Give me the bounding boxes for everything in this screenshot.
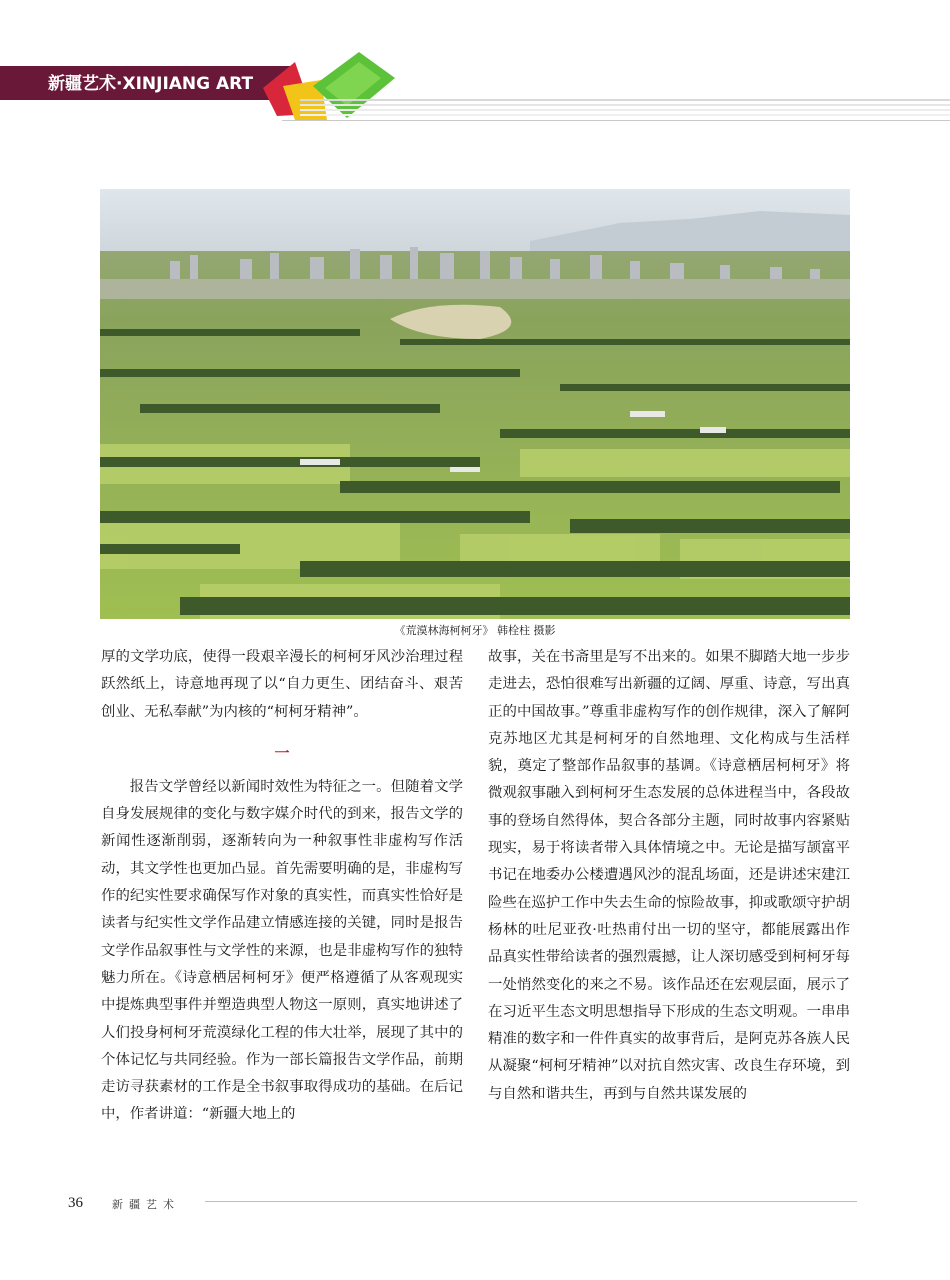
right-text-column xyxy=(488,644,850,1108)
header-rule xyxy=(282,120,950,121)
header-rule xyxy=(300,99,950,101)
landscape-photo xyxy=(100,189,850,619)
header-rule xyxy=(300,114,950,116)
paragraph: 故事，关在书斋里是写不出来的。如果不脚踏大地一步步走进去，恐怕很难写出新疆的辽阔、厚重、诗意，写出真正的中国故事。”尊重非虚构写作的创作规律，深入了解阿克苏地区尤其是柯柯牙的自然地理、文化构成与生活样貌，奠定了整部作品叙事的基调。《诗意栖居柯柯牙》将微观叙事融入到柯柯牙生态发展的总体进程当中，各段故事的登场自然得体，契合各部分主题，同时故事内容紧贴现实，易于将读者带入具体情境之中。无论是描写颉富平书记在地委办公楼遭遇风沙的混乱场面，还是讲述宋建江险些在巡护工作中失去生命的惊险故事，抑或歌颂守护胡杨林的吐尼亚孜·吐热甫付出一切的坚守，都能展露出作品真实性带给读者的强烈震撼，让人深切感受到柯柯牙每一处悄然变化的来之不易。该作品还在宏观层面，展示了在习近平生态文明思想指导下形成的生态文明观。一串串精准的数字和一件件真实的故事背后，是阿克苏各族人民从凝聚“柯柯牙精神”以对抗自然灾害、改良生存环境，到与自然和谐共生，再到与自然共谋发展的 xyxy=(488,649,850,1102)
page-number: 36 xyxy=(68,1195,83,1211)
paragraph: 报告文学曾经以新闻时效性为特征之一。但随着文学自身发展规律的变化与数字媒介时代的到来，报告文学的新闻性逐渐削弱，逐渐转向为一种叙事性非虚构写作活动，其文学性也更加凸显。首先需要明确的是，非虚构写作的纪实性要求确保写作对象的真实性，而真实性恰好是读者与纪实性文学作品建立情感连接的关键，同时是报告文学作品叙事性与文学性的来源，也是非虚构写作的独特魅力所在。《诗意栖居柯柯牙》便严格遵循了从客观现实中提炼典型事件并塑造典型人物这一原则，真实地讲述了人们投身柯柯牙荒漠绿化工程的伟大壮举，展现了其中的个体记忆与共同经验。作为一部长篇报告文学作品，前期走访寻获素材的工作是全书叙事取得成功的基础。在后记中，作者讲道：“新疆大地上的 xyxy=(101,778,463,1123)
header-rule xyxy=(300,104,950,106)
magazine-header-title: 新疆艺术·XINJIANG ART xyxy=(48,74,254,94)
header-rule xyxy=(300,109,950,111)
photo-caption: 《荒漠林海柯柯牙》 韩栓柱 摄影 xyxy=(394,624,556,637)
footer-rule xyxy=(205,1201,857,1202)
left-text-column xyxy=(101,644,463,1129)
footer-magazine-name: 新疆艺术 xyxy=(112,1198,180,1211)
section-number: 一 xyxy=(274,743,290,762)
paragraph: 厚的文学功底，使得一段艰辛漫长的柯柯牙风沙治理过程跃然纸上，诗意地再现了以“自力更生、团结奋斗、艰苦创业、无私奉献”为内核的“柯柯牙精神”。 xyxy=(101,649,463,720)
